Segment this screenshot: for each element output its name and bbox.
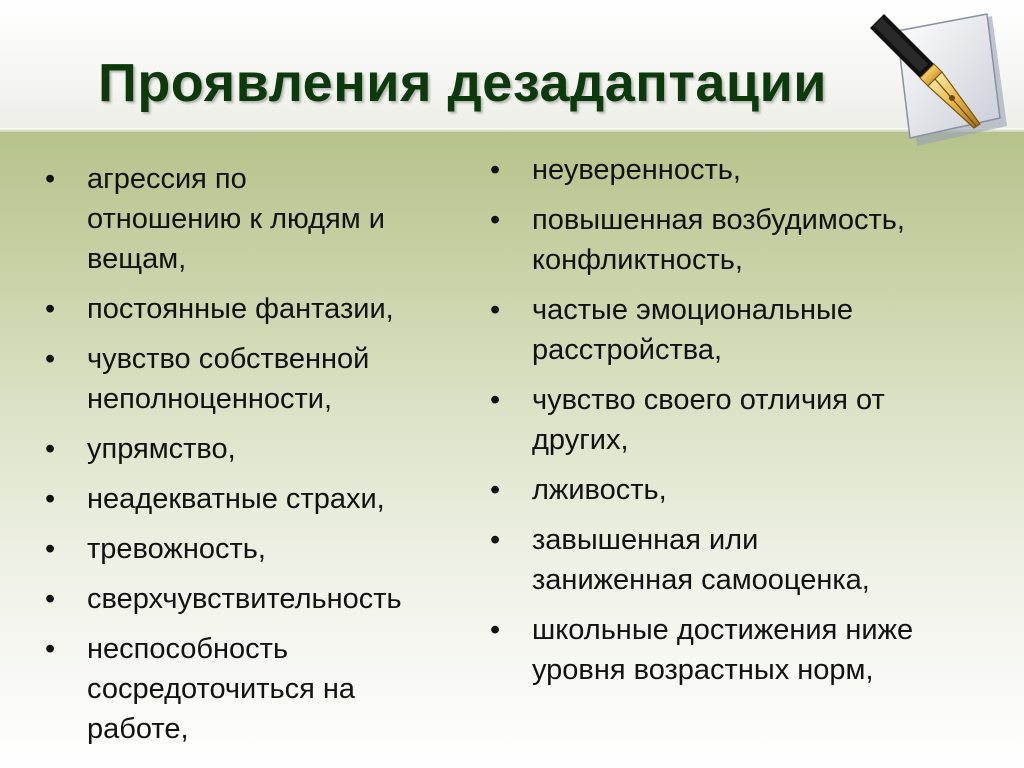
list-item: • школьные достижения ниже уровня возрастных норм,: [490, 610, 990, 690]
list-item: • чувство своего отличия от других,: [490, 380, 990, 460]
list-item: • лживость,: [490, 470, 990, 510]
list-item: • частые эмоциональные расстройства,: [490, 290, 990, 370]
list-item: • агрессия по отношению к людям и вещам,: [45, 159, 475, 279]
list-item: • неспособность сосредоточиться на работе,: [45, 629, 475, 749]
list-item: • завышенная или заниженная самооценка,: [490, 520, 990, 600]
list-item: • неадекватные страхи,: [45, 479, 475, 519]
list-item: • постоянные фантазии,: [45, 289, 475, 329]
right-bullet-list: [490, 150, 990, 700]
fountain-pen-icon: [862, 6, 1012, 156]
left-bullet-list: [45, 159, 475, 759]
list-item: • повышенная возбудимость, конфликтность,: [490, 200, 990, 280]
list-item: • тревожность,: [45, 529, 475, 569]
list-item: • упрямство,: [45, 429, 475, 469]
list-item: • неуверенность,: [490, 150, 990, 190]
list-item: • сверхчувствительность: [45, 579, 475, 619]
slide-title: Проявления дезадаптации: [98, 53, 827, 113]
list-item: • чувство собственной неполноценности,: [45, 339, 475, 419]
